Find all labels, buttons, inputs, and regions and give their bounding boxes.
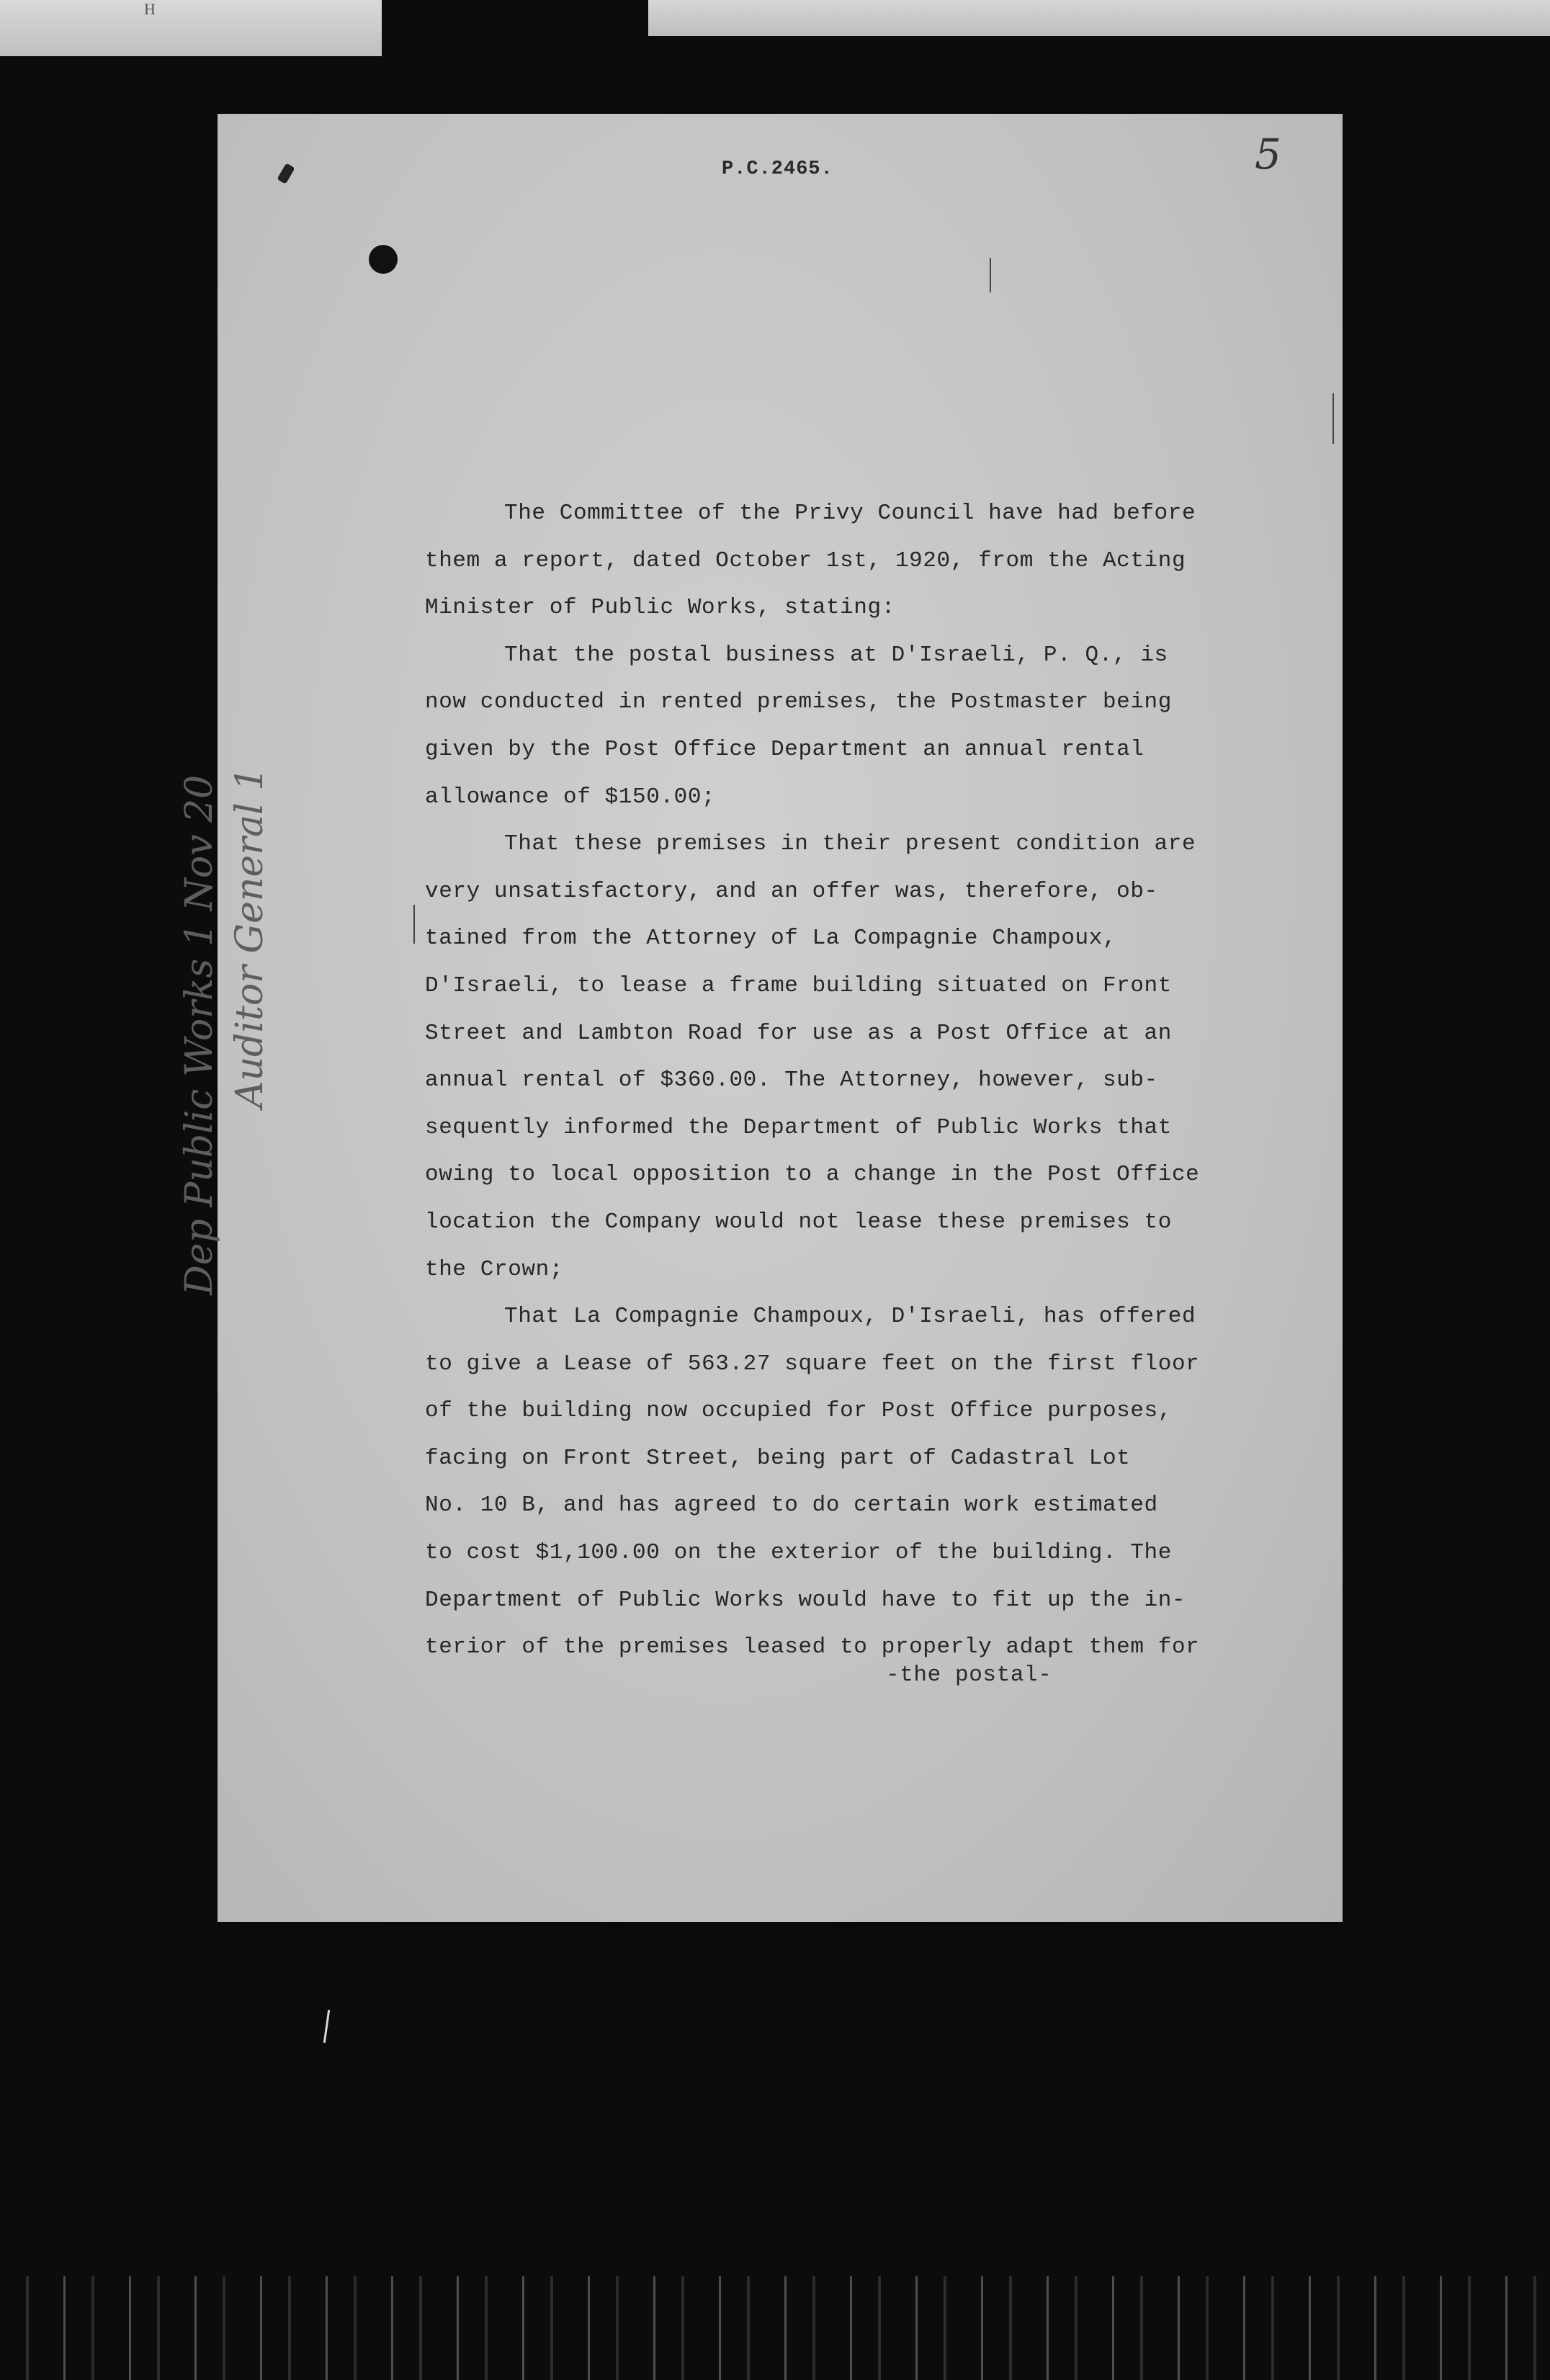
film-scratch — [323, 2010, 330, 2043]
text-line: of the building now occupied for Post Office purposes, — [425, 1398, 1172, 1424]
frame-mark: H — [144, 0, 156, 18]
paragraph — [425, 632, 1253, 820]
text-line: to give a Lease of 563.27 square feet on the first floor — [425, 1351, 1200, 1377]
text-line: very unsatisfactory, and an offer was, therefore, ob- — [425, 878, 1158, 904]
text-line: annual rental of $360.00. The Attorney, however, sub- — [425, 1068, 1158, 1093]
text-line: That the postal business at D'Israeli, P. Q., is — [504, 642, 1168, 668]
text-line: Minister of Public Works, stating: — [425, 595, 895, 621]
scan-mark — [413, 905, 415, 944]
text-line: now conducted in rented premises, the Postmaster being — [425, 689, 1172, 715]
document-number: P.C.2465. — [722, 158, 833, 180]
text-line: location the Company would not lease these premises to — [425, 1209, 1172, 1235]
text-line: them a report, dated October 1st, 1920, from the Acting — [425, 547, 1186, 573]
paragraph — [425, 1293, 1253, 1671]
margin-note-line: Auditor General 1 — [228, 766, 272, 1108]
paragraph — [425, 820, 1253, 1293]
punch-hole — [369, 245, 398, 274]
adjacent-frame-left — [0, 0, 382, 56]
text-line: Street and Lambton Road for use as a Post Office at an — [425, 1020, 1172, 1046]
scan-mark — [1332, 393, 1334, 444]
text-line: to cost $1,100.00 on the exterior of the building. The — [425, 1540, 1172, 1566]
text-line: D'Israeli, to lease a frame building situated on Front — [425, 972, 1172, 998]
text-line: allowance of $150.00; — [425, 784, 716, 810]
text-line: That La Compagnie Champoux, D'Israeli, has offered — [504, 1304, 1196, 1330]
margin-note-line: Dep Public Works 1 Nov 20 — [178, 774, 221, 1295]
document-body — [425, 490, 1253, 1671]
corner-mark — [277, 163, 295, 184]
text-line: terior of the premises leased to properly adapt them for — [425, 1634, 1200, 1660]
text-line: given by the Post Office Department an annual rental — [425, 736, 1144, 762]
text-line: tained from the Attorney of La Compagnie Champoux, — [425, 926, 1117, 952]
adjacent-frame-right — [648, 0, 1550, 36]
document-page — [178, 114, 1343, 1922]
text-line: The Committee of the Privy Council have had before — [504, 501, 1196, 526]
page-number: 5 — [1255, 130, 1281, 179]
margin-handwritten-note — [174, 767, 275, 1295]
film-edge-noise — [0, 2276, 1550, 2380]
text-line: No. 10 B, and has agreed to do certain work estimated — [425, 1493, 1158, 1518]
text-line: sequently informed the Department of Public Works that — [425, 1114, 1172, 1140]
text-line: the Crown; — [425, 1256, 564, 1282]
paragraph — [425, 490, 1253, 632]
continuation-catchword: -the postal- — [886, 1663, 1052, 1688]
text-line: owing to local opposition to a change in the Post Office — [425, 1162, 1200, 1188]
scan-mark — [990, 258, 991, 292]
text-line: That these premises in their present condition are — [504, 831, 1196, 857]
text-line: facing on Front Street, being part of Cadastral Lot — [425, 1445, 1131, 1471]
text-line: Department of Public Works would have to fit up the in- — [425, 1587, 1186, 1613]
